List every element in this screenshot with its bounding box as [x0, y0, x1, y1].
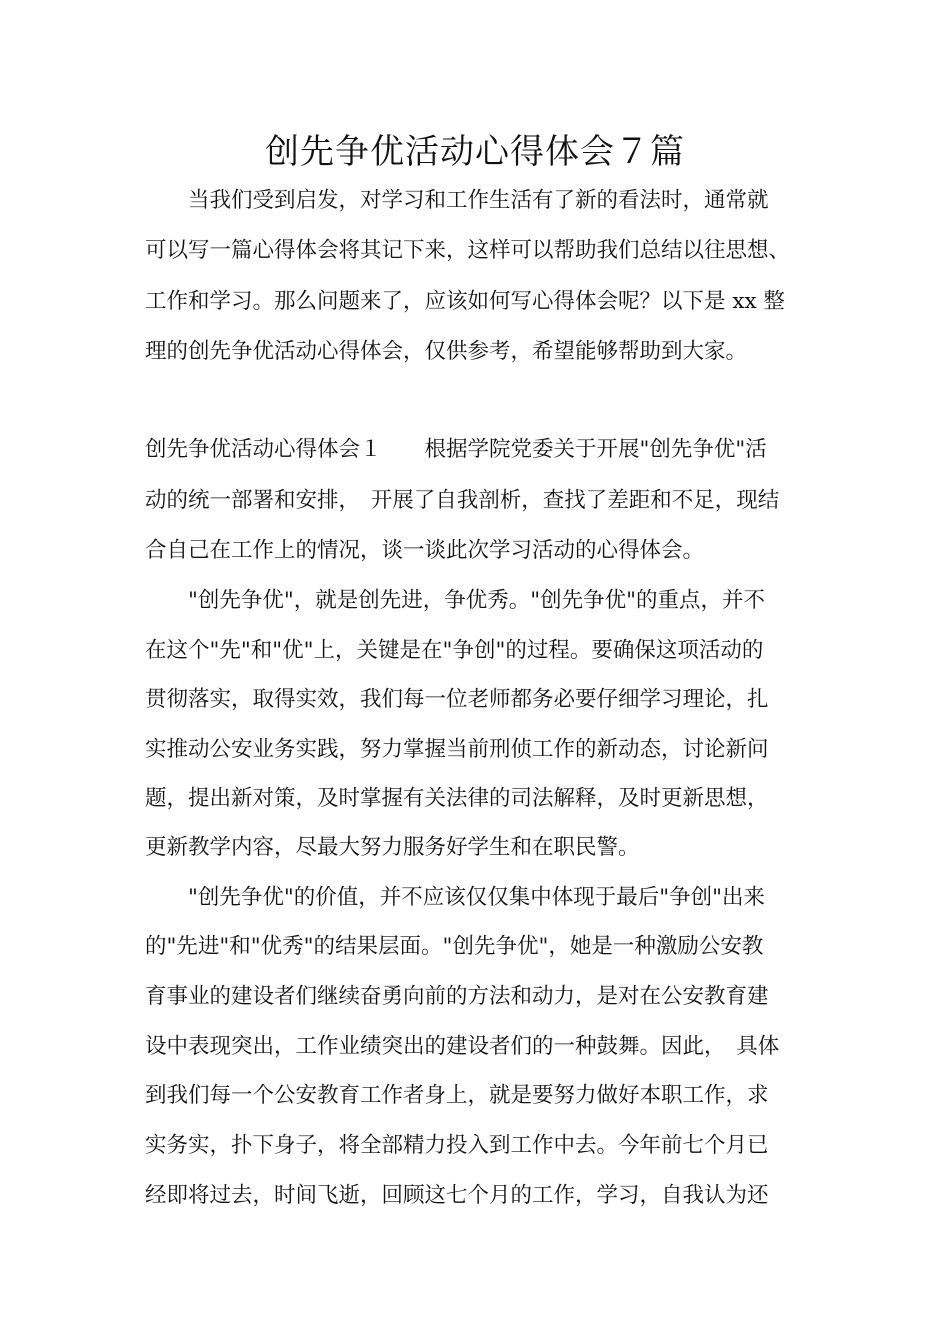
body-text-line: 可以写一篇心得体会将其记下来，这样可以帮助我们总结以往思想、: [145, 238, 791, 263]
body-text-line: 理的创先争优活动心得体会，仅供参考，希望能够帮助到大家。: [145, 339, 748, 364]
document-title: 创先争优活动心得体会７篇: [265, 132, 685, 172]
body-text-line: 当我们受到启发，对学习和工作生活有了新的看法时，通常就: [145, 188, 769, 213]
body-text-line: 题，提出新对策，及时掌握有关法律的司法解释，及时更新思想，: [145, 786, 769, 811]
body-text-line: 到我们每一个公安教育工作者身上，就是要努力做好本职工作，求: [145, 1083, 769, 1108]
body-text-line: 实务实，扑下身子，将全部精力投入到工作中去。今年前七个月已: [145, 1133, 769, 1158]
body-text-line: 贯彻落实，取得实效，我们每一位老师都务必要仔细学习理论，扎: [145, 687, 769, 712]
body-text-line: "创先争优"的价值，并不应该仅仅集中体现于最后"争创"出来: [145, 885, 766, 910]
body-text-line: 更新教学内容，尽最大努力服务好学生和在职民警。: [145, 835, 640, 860]
body-text-line: 经即将过去，时间飞逝，回顾这七个月的工作，学习，自我认为还: [145, 1183, 769, 1208]
body-text-line: 工作和学习。那么问题来了，应该如何写心得体会呢？以下是 xx 整: [145, 289, 785, 314]
body-text-line: 在这个"先"和"优"上，关键是在"争创"的过程。要确保这项活动的: [145, 638, 764, 663]
body-text-line: 合自己在工作上的情况，谈一谈此次学习活动的心得体会。: [145, 538, 705, 563]
body-text-line: 设中表现突出，工作业绩突出的建设者们的一种鼓舞。因此， 具体: [145, 1034, 780, 1059]
body-text-line: "创先争优"，就是创先进，争优秀。"创先争优"的重点，并不: [145, 588, 766, 613]
body-text-line: 创先争优活动心得体会１ 根据学院党委关于开展"创先争优"活: [145, 437, 767, 462]
body-text-line: 动的统一部署和安排， 开展了自我剖析，查找了差距和不足，现结: [145, 488, 780, 513]
body-text-line: 的"先进"和"优秀"的结果层面。"创先争优"，她是一种激励公安教: [145, 934, 764, 959]
body-text-line: 实推动公安业务实践，努力掌握当前刑侦工作的新动态，讨论新问: [145, 737, 769, 762]
body-text-line: 育事业的建设者们继续奋勇向前的方法和动力，是对在公安教育建: [145, 984, 769, 1009]
